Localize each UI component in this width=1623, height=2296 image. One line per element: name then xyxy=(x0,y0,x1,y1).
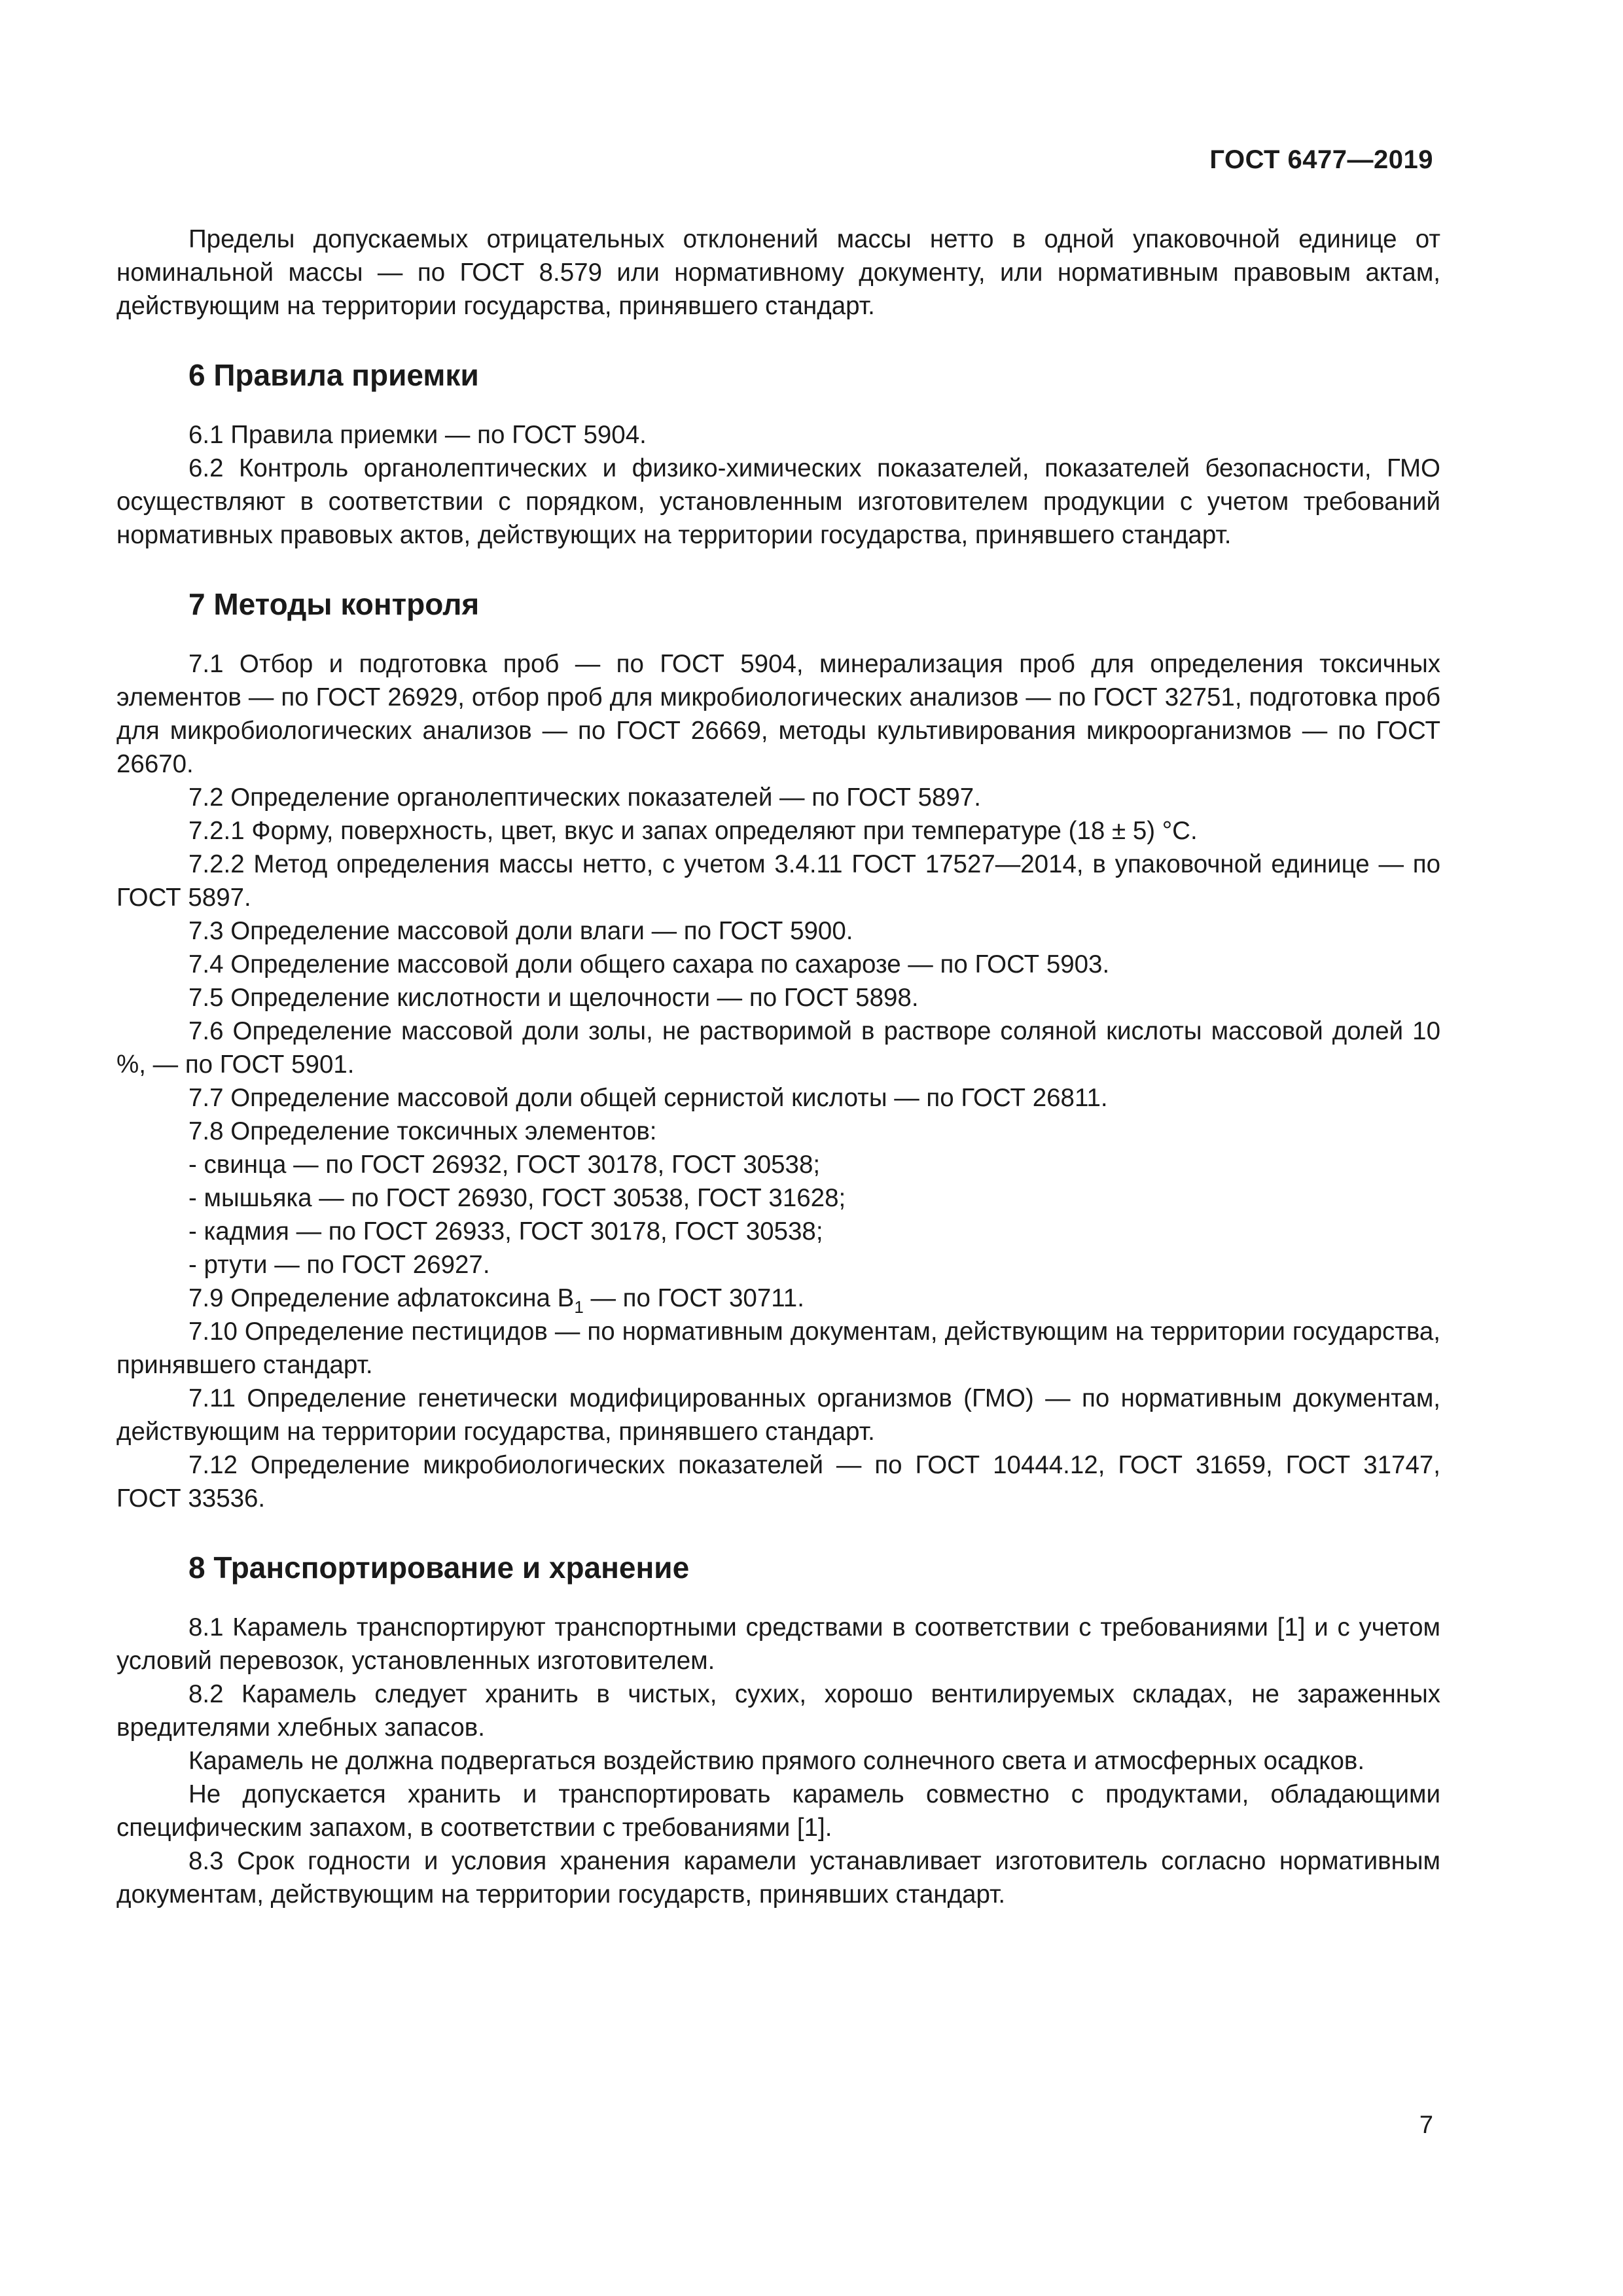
paragraph-7-2-1: 7.2.1 Форму, поверхность, цвет, вкус и запах определяют при температуре (18 ± 5) °С. xyxy=(188,817,1198,845)
paragraph-7-4: 7.4 Определение массовой доли общего сахара по сахарозе — по ГОСТ 5903. xyxy=(188,950,1110,978)
paragraph-7-9-tail: — по ГОСТ 30711. xyxy=(583,1284,804,1312)
paragraph-8-1: 8.1 Карамель транспортируют транспортными средствами в соответствии с требованиями [1] и с учетом условий перевозок, установленных изготовителем. xyxy=(116,1613,1440,1675)
paragraph-7-3: 7.3 Определение массовой доли влаги — по ГОСТ 5900. xyxy=(188,917,853,945)
paragraph-6-2: 6.2 Контроль органолептических и физико-химических показателей, показателей безопасности, ГМО осуществляют в соответствии с порядком, установленным изготовителем продукции с учетом требований нормативных правовых актов, действующих на территории государства, принявшего стандарт. xyxy=(116,454,1440,549)
paragraph-7-12: 7.12 Определение микробиологических показателей — по ГОСТ 10444.12, ГОСТ 31659, ГОСТ 31747, ГОСТ 33536. xyxy=(116,1451,1440,1513)
paragraph-8-2: 8.2 Карамель следует хранить в чистых, сухих, хорошо вентилируемых складах, не зараженных вредителями хлебных запасов. xyxy=(116,1680,1440,1742)
list-item-arsenic: - мышьяка — по ГОСТ 26930, ГОСТ 30538, ГОСТ 31628; xyxy=(188,1184,846,1212)
paragraph-8-3: 8.3 Срок годности и условия хранения карамели устанавливает изготовитель согласно нормативным документам, действующим на территории государств, принявших стандарт. xyxy=(116,1847,1440,1909)
paragraph-7-8: 7.8 Определение токсичных элементов: xyxy=(188,1117,657,1145)
list-item-cadmium: - кадмия — по ГОСТ 26933, ГОСТ 30178, ГОСТ 30538; xyxy=(188,1217,823,1246)
section-8-heading: 8 Транспортирование и хранение xyxy=(188,1551,690,1585)
page-content xyxy=(116,223,1440,1911)
paragraph-8-2-odor: Не допускается хранить и транспортировать карамель совместно с продуктами, обладающими специфическим запахом, в соответствии с требованиями [1]. xyxy=(116,1780,1440,1842)
section-6-heading: 6 Правила приемки xyxy=(188,358,479,392)
paragraph-7-2: 7.2 Определение органолептических показателей — по ГОСТ 5897. xyxy=(188,783,981,812)
paragraph-7-10: 7.10 Определение пестицидов — по нормативным документам, действующим на территории государства, принявшего стандарт. xyxy=(116,1318,1440,1379)
intro-paragraph: Пределы допускаемых отрицательных отклонений массы нетто в одной упаковочной единице от номинальной массы — по ГОСТ 8.579 или нормативному документу, или нормативным правовым актам, действующим на территории государства, принявшего стандарт. xyxy=(116,225,1440,320)
paragraph-6-1: 6.1 Правила приемки — по ГОСТ 5904. xyxy=(188,421,647,449)
paragraph-7-5: 7.5 Определение кислотности и щелочности — по ГОСТ 5898. xyxy=(188,984,919,1012)
paragraph-7-11: 7.11 Определение генетически модифицированных организмов (ГМО) — по нормативным документам, действующим на территории государства, принявшего стандарт. xyxy=(116,1384,1440,1446)
paragraph-7-7: 7.7 Определение массовой доли общей сернистой кислоты — по ГОСТ 26811. xyxy=(188,1084,1108,1112)
paragraph-7-9-text: 7.9 Определение афлатоксина B xyxy=(188,1284,575,1312)
paragraph-7-6: 7.6 Определение массовой доли золы, не растворимой в растворе соляной кислоты массовой долей 10 %, — по ГОСТ 5901. xyxy=(116,1017,1440,1079)
standard-code-header: ГОСТ 6477—2019 xyxy=(1209,145,1433,174)
paragraph-7-2-2: 7.2.2 Метод определения массы нетто, с учетом 3.4.11 ГОСТ 17527—2014, в упаковочной единице — по ГОСТ 5897. xyxy=(116,850,1440,912)
paragraph-8-2-sunlight: Карамель не должна подвергаться воздействию прямого солнечного света и атмосферных осадков. xyxy=(188,1747,1365,1775)
subscript-1: 1 xyxy=(574,1297,584,1317)
paragraph-7-9 xyxy=(116,1282,1440,1315)
paragraph-7-1: 7.1 Отбор и подготовка проб — по ГОСТ 5904, минерализация проб для определения токсичных элементов — по ГОСТ 26929, отбор проб для микробиологических анализов — по ГОСТ 32751, подготовка проб для микробиологических анализов — по ГОСТ 26669, методы культивирования микроорганизмов — по ГОСТ 26670. xyxy=(116,650,1440,778)
page-number: 7 xyxy=(1419,2111,1433,2139)
list-item-lead: - свинца — по ГОСТ 26932, ГОСТ 30178, ГОСТ 30538; xyxy=(188,1151,821,1179)
list-item-mercury: - ртути — по ГОСТ 26927. xyxy=(188,1251,490,1279)
section-7-heading: 7 Методы контроля xyxy=(188,587,480,621)
